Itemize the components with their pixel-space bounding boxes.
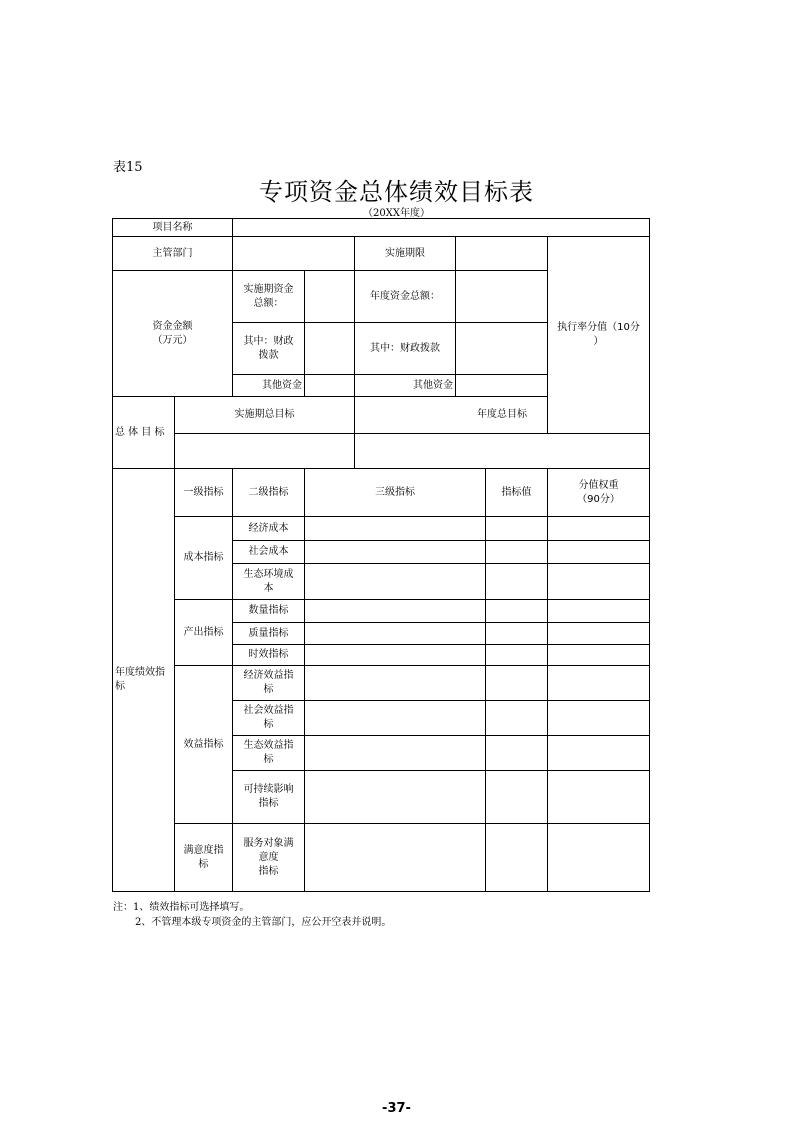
weight-cell[interactable] [548,666,650,701]
annual-total-label: 年度资金总额： [355,271,456,323]
value-cell[interactable] [486,600,548,623]
level3-cell[interactable] [305,541,486,564]
annual-other-value[interactable] [456,375,548,397]
benefit-social-label: 社会效益指 标 [233,701,305,736]
footnotes [113,900,391,930]
annual-goal-value[interactable] [355,434,650,469]
value-cell[interactable] [486,824,548,892]
benefit-econ-label: 经济效益指 标 [233,666,305,701]
table-row [113,434,650,469]
table-row [113,469,650,517]
impl-goal-value[interactable] [175,434,355,469]
annual-other-label: 其他资金 [355,375,456,397]
footnote-2: 2、不管理本级专项资金的主管部门，应公开空表并说明。 [135,917,392,928]
weight-cell[interactable] [548,541,650,564]
annual-fiscal-label: 其中：财政拨款 [355,323,456,375]
annual-goal-header: 年度总目标 [355,397,650,434]
period-value[interactable] [456,237,548,271]
table-row [113,600,650,623]
benefit-sustain-label: 可持续影响 指标 [233,771,305,824]
weight-cell[interactable] [548,600,650,623]
annual-fiscal-value[interactable] [456,323,548,375]
impl-fiscal-value[interactable] [305,323,355,375]
level3-cell[interactable] [305,517,486,541]
value-cell[interactable] [486,564,548,600]
level3-cell[interactable] [305,824,486,892]
weight-cell[interactable] [548,701,650,736]
output-qty-label: 数量指标 [233,600,305,623]
table-row [113,517,650,541]
impl-other-value[interactable] [305,375,355,397]
page-number: -37- [382,1101,411,1116]
level3-header: 三级指标 [305,469,486,517]
year-subtitle: （20XX年度） [363,208,430,219]
table-row [113,237,650,271]
weight-cell[interactable] [548,824,650,892]
impl-other-label: 其他资金 [233,375,305,397]
project-name-label: 项目名称 [113,219,233,237]
satisfaction-service-label: 服务对象满 意度 指标 [233,824,305,892]
level3-cell[interactable] [305,645,486,666]
impl-total-value[interactable] [305,271,355,323]
value-header: 指标值 [486,469,548,517]
cost-eco-label: 生态环境成 本 [233,564,305,600]
department-label: 主管部门 [113,237,233,271]
weight-cell[interactable] [548,564,650,600]
level3-cell[interactable] [305,771,486,824]
table-row [113,397,650,434]
benefit-indicator-label: 效益指标 [175,666,233,824]
weight-cell[interactable] [548,623,650,645]
period-label: 实施期限 [355,237,456,271]
value-cell[interactable] [486,701,548,736]
level3-cell[interactable] [305,600,486,623]
satisfaction-indicator-label: 满意度指 标 [175,824,233,892]
weight-cell[interactable] [548,517,650,541]
level3-cell[interactable] [305,666,486,701]
cost-social-label: 社会成本 [233,541,305,564]
level1-header: 一级指标 [175,469,233,517]
level3-cell[interactable] [305,736,486,771]
weight-cell[interactable] [548,736,650,771]
table-row [113,824,650,892]
footnote-1: 注：1、绩效指标可选择填写。 [113,902,250,913]
value-cell[interactable] [486,645,548,666]
annual-indicator-label: 年度绩效指标 [113,469,175,892]
level2-header: 二级指标 [233,469,305,517]
weight-header: 分值权重 （90分） [548,469,650,517]
weight-cell[interactable] [548,771,650,824]
cost-econ-label: 经济成本 [233,517,305,541]
cost-indicator-label: 成本指标 [175,517,233,600]
output-time-label: 时效指标 [233,645,305,666]
value-cell[interactable] [486,517,548,541]
performance-goal-table [112,218,650,892]
impl-total-label: 实施期资金 总额： [233,271,305,323]
department-value[interactable] [233,237,355,271]
exec-score-label: 执行率分值（10分 ） [548,237,650,434]
project-name-value[interactable] [233,219,650,237]
value-cell[interactable] [486,623,548,645]
table-row [113,666,650,701]
level3-cell[interactable] [305,564,486,600]
value-cell[interactable] [486,666,548,701]
table-number: 表15 [113,160,143,175]
level3-cell[interactable] [305,701,486,736]
output-quality-label: 质量指标 [233,623,305,645]
output-indicator-label: 产出指标 [175,600,233,666]
level3-cell[interactable] [305,623,486,645]
value-cell[interactable] [486,541,548,564]
table-row [113,219,650,237]
page-title: 专项资金总体绩效目标表 [259,178,534,206]
overall-goal-label: 总 体 目 标 [113,397,175,469]
funds-label: 资金金额 （万元） [113,271,233,397]
benefit-eco-label: 生态效益指 标 [233,736,305,771]
impl-goal-header: 实施期总目标 [175,397,355,434]
value-cell[interactable] [486,736,548,771]
weight-cell[interactable] [548,645,650,666]
value-cell[interactable] [486,771,548,824]
impl-fiscal-label: 其中：财政 拨款 [233,323,305,375]
annual-total-value[interactable] [456,271,548,323]
